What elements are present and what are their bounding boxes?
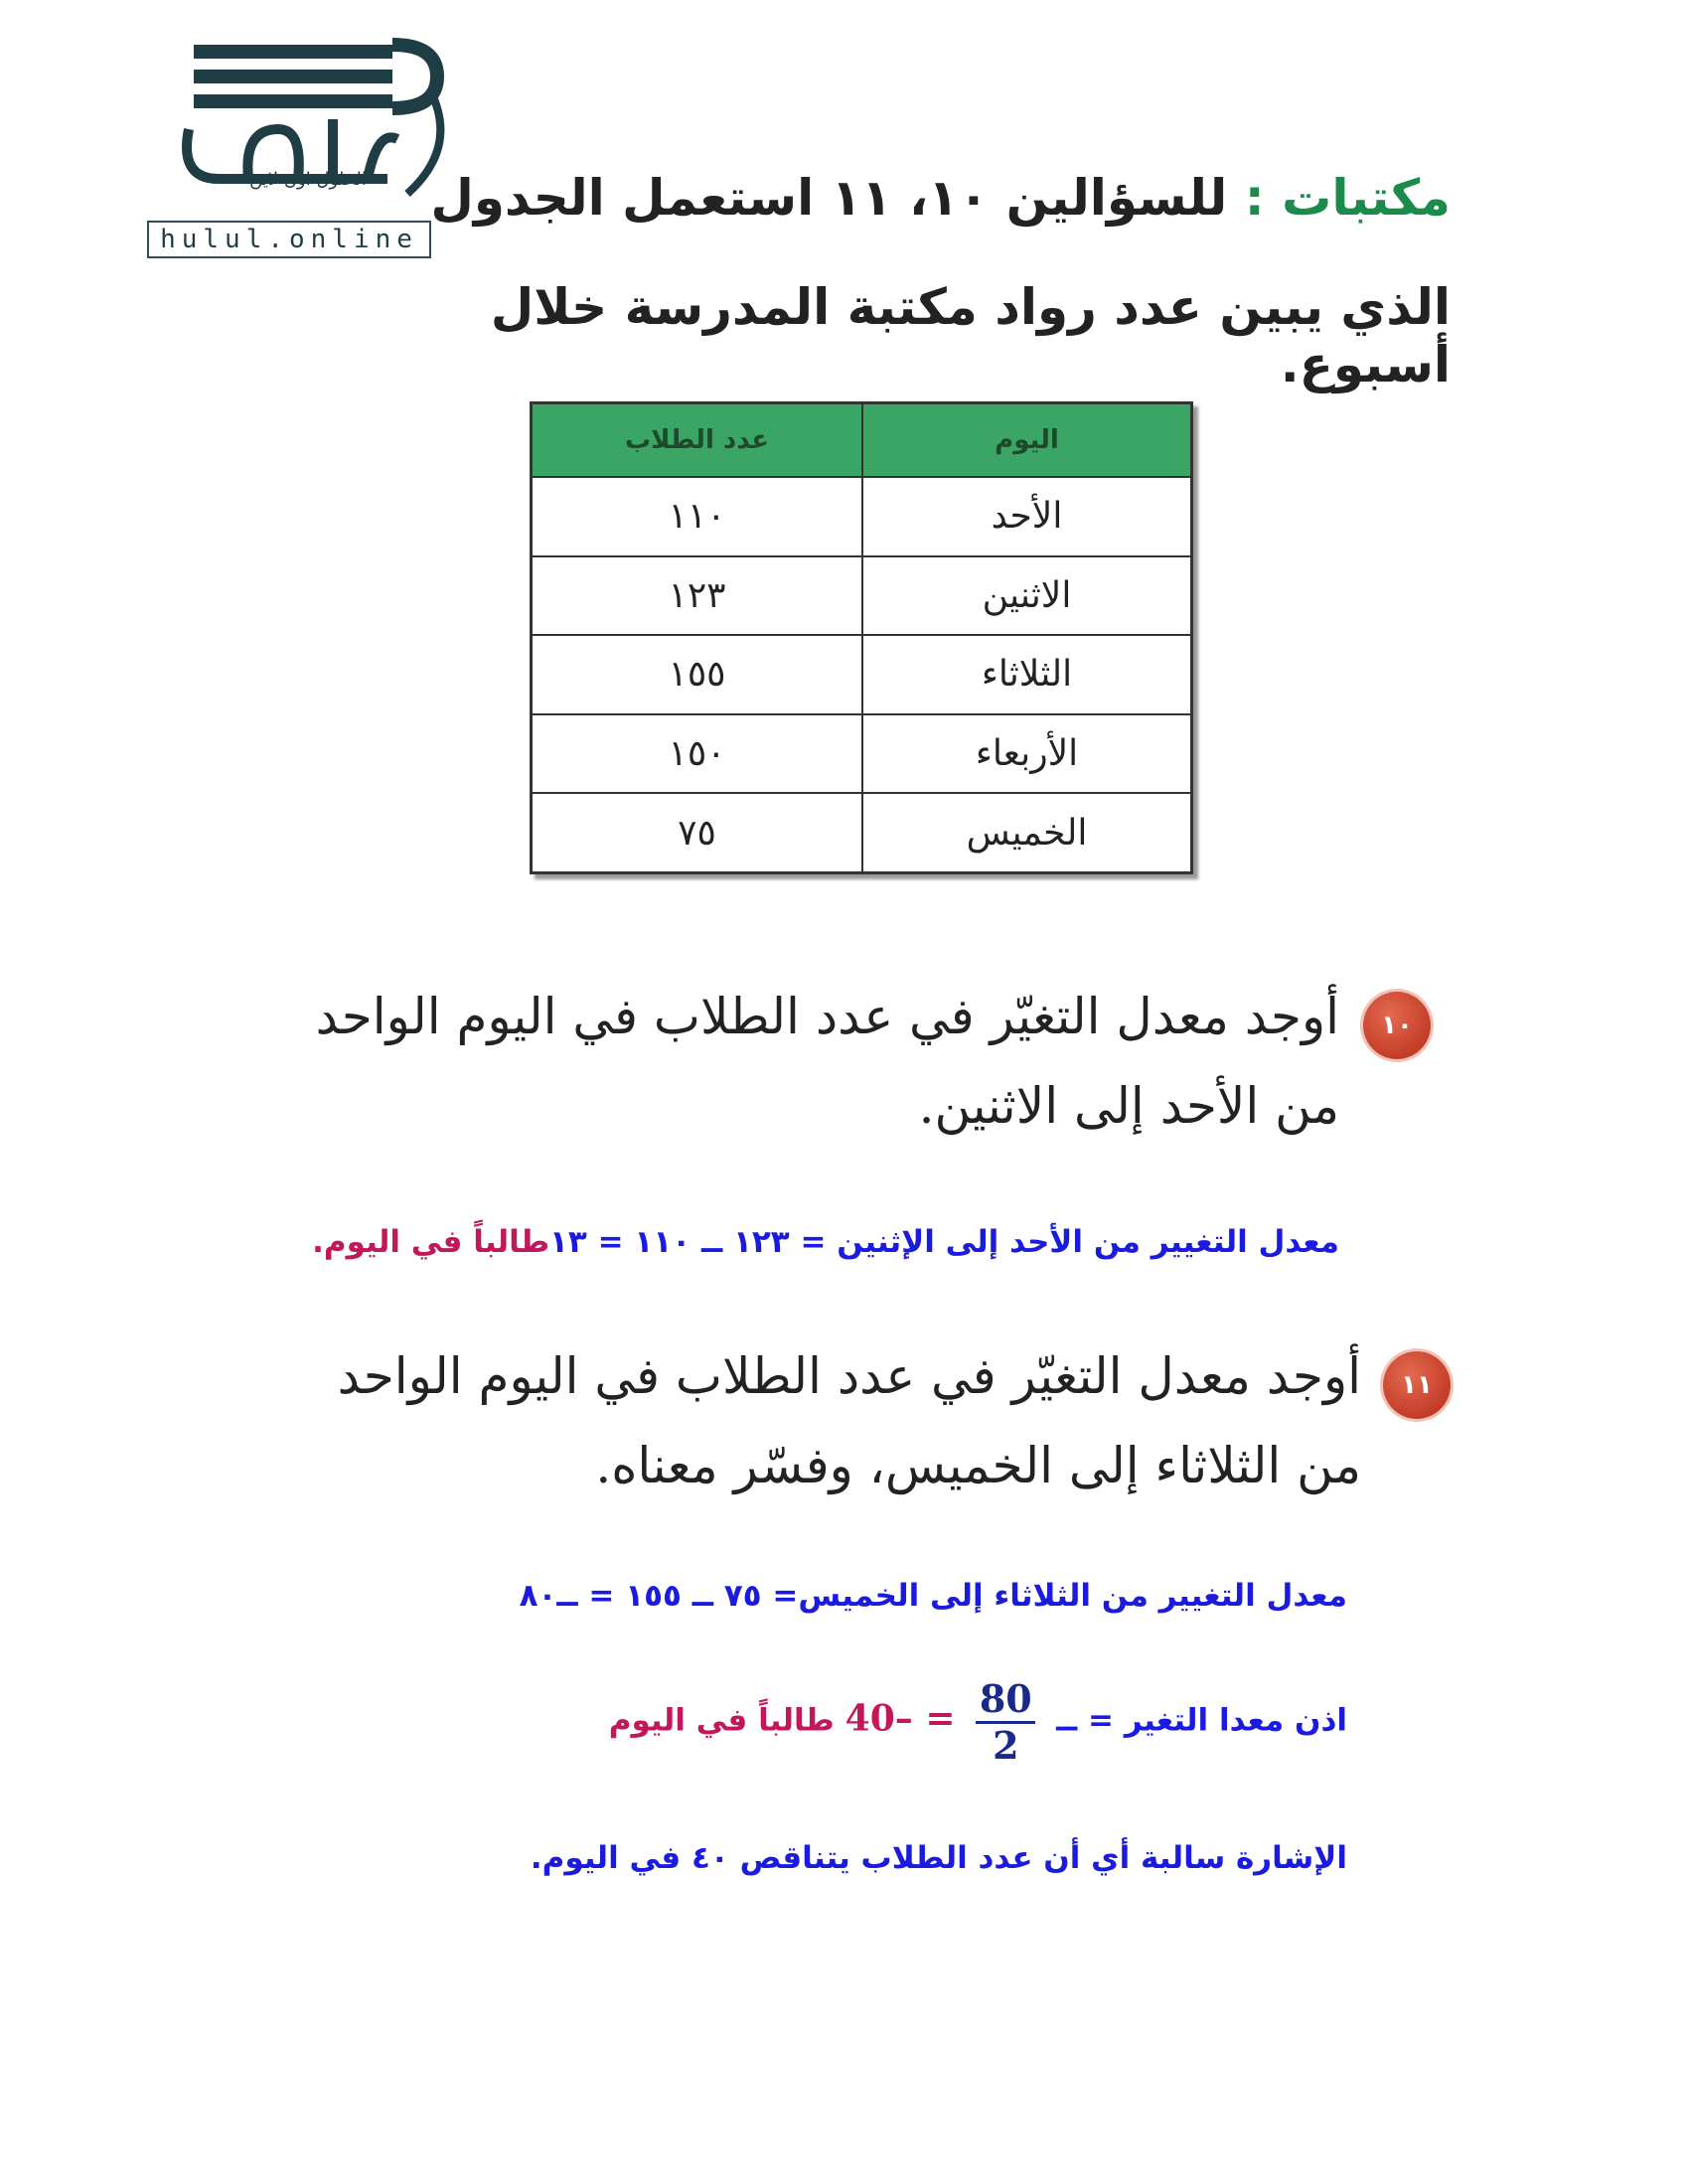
- question-11-line-1: أوجد معدل التغيّر في عدد الطلاب في اليوم الواحد: [337, 1347, 1361, 1405]
- table-cell-count: ١٢٣: [533, 555, 861, 635]
- fraction-denominator: 2: [993, 1722, 1019, 1768]
- table-cell-count: ١٥٥: [533, 634, 861, 713]
- visitors-table: [530, 401, 1193, 874]
- fraction-numerator: 80: [979, 1676, 1032, 1721]
- answer-11-prefix: اذن معدا التغير = ــ: [1056, 1702, 1347, 1739]
- answer-11-step-3: الإشارة سالبة أي أن عدد الطلاب يتناقص ٤٠ في اليوم.: [530, 1840, 1347, 1876]
- table-header-day: اليوم: [861, 404, 1190, 476]
- answer-11-unit: طالباً في اليوم: [608, 1702, 835, 1739]
- table-cell-count: ٧٥: [533, 792, 861, 871]
- intro-text-1: للسؤالين ١٠، ١١ استعمل الجدول: [430, 169, 1228, 227]
- table-cell-day: الخميس: [861, 792, 1190, 871]
- answer-10-calc: معدل التغيير من الأحد إلى الإثنين = ١٢٣ ــ ١١٠ = ١٣: [549, 1224, 1339, 1260]
- table-header-count: عدد الطلاب: [533, 404, 861, 476]
- table-cell-count: ١١٠: [533, 476, 861, 555]
- intro-line-1: [358, 169, 1451, 227]
- table-cell-day: الأحد: [861, 476, 1190, 555]
- question-11-line-2: من الثلاثاء إلى الخميس، وفسّر معناه.: [595, 1437, 1361, 1494]
- table-cell-day: الثلاثاء: [861, 634, 1190, 713]
- question-10-line-2: من الأحد إلى الاثنين.: [918, 1077, 1339, 1135]
- logo-subtitle: الحلول اون لاين: [249, 169, 367, 190]
- logo-site-label: hulul.online: [147, 221, 431, 258]
- question-10-text: [246, 972, 1339, 1151]
- answer-10: [246, 1224, 1339, 1260]
- table-cell-day: الاثنين: [861, 555, 1190, 635]
- fraction: [976, 1677, 1035, 1767]
- table-cell-count: ١٥٠: [533, 713, 861, 793]
- table-cell-day: الأربعاء: [861, 713, 1190, 793]
- answer-11-step-1: معدل التغيير من الثلاثاء إلى الخميس= ٧٥ ــ ١٥٥ = ــ٨٠: [519, 1578, 1347, 1614]
- answer-10-unit: طالباً في اليوم.: [312, 1224, 550, 1260]
- question-10-line-1: أوجد معدل التغيّر في عدد الطلاب في اليوم الواحد: [315, 988, 1339, 1045]
- answer-11-step-2: [254, 1677, 1347, 1767]
- intro-line-2: الذي يبين عدد رواد مكتبة المدرسة خلال أسبوع.: [490, 278, 1451, 393]
- answer-11-result: = –40: [844, 1697, 956, 1740]
- question-10-badge: ١٠: [1363, 992, 1431, 1059]
- question-11-badge: ١١: [1383, 1351, 1451, 1419]
- intro-keyword: مكتبات :: [1244, 169, 1451, 227]
- question-11-text: [248, 1331, 1361, 1510]
